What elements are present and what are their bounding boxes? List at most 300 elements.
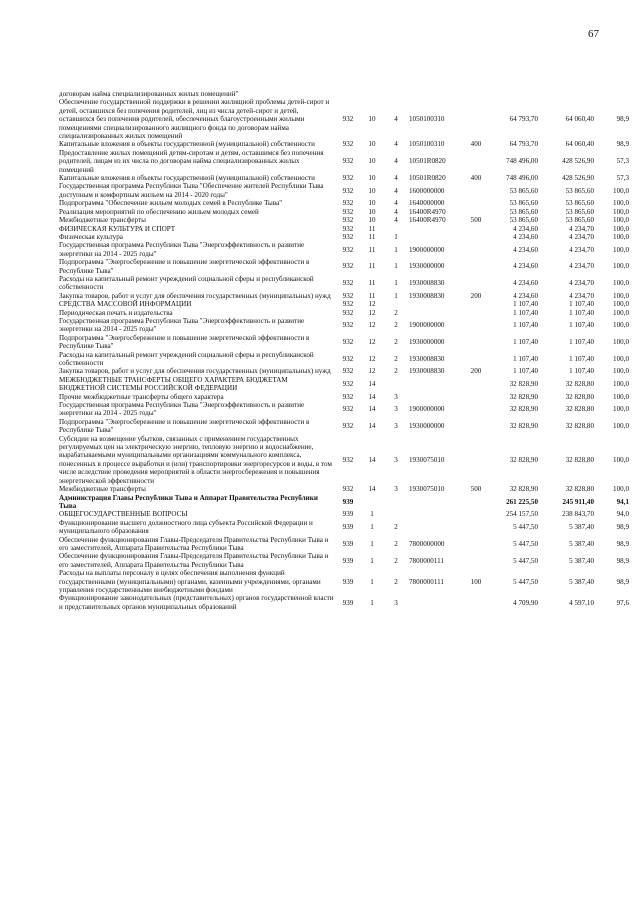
row-target-article-code [408,494,465,511]
row-ved-code: 932 [342,291,354,300]
row-section-code: 11 [368,279,376,288]
row-actual-amount: 53 865,60 [565,199,594,208]
row-subsection-code: 2 [394,354,398,363]
row-subsection-code: 2 [394,337,398,346]
row-name: Капитальные вложения в объекты государственной (муниципальной) собственности [59,140,315,149]
row-name: Расходы на капитальный ремонт учреждений социальной сферы и республиканской собственности [59,350,314,367]
row-subsection-code: 4 [394,207,398,216]
row-actual-amount: 245 911,40 [562,497,594,506]
row-name: Подпрограмма "Энергосбережение и повышение энергетической эффективности в Республике Тыва" [59,417,310,435]
row-name: ОБЩЕГОСУДАРСТВЕННЫЕ ВОПРОСЫ [59,510,188,519]
row-planned-amount: 1 107,40 [513,367,538,376]
row-section-code: 14 [368,422,376,431]
row-execution-percent: 100,0 [613,262,629,271]
row-section-code: 1 [370,577,374,586]
row-target-article-code [408,510,465,518]
table-row [58,241,630,258]
row-ved-code [336,90,360,98]
row-ved-code: 932 [342,380,354,389]
row-ved-code: 932 [342,262,354,271]
row-actual-amount: 53 865,60 [565,186,594,195]
row-execution-percent: 98,9 [616,539,629,548]
row-execution-percent: 57,3 [616,157,629,166]
row-expense-type-code [465,435,487,485]
row-name: Подпрограмма "Энергосбережение и повышение энергетической эффективности в Республике Тыва" [59,333,310,351]
row-expense-type-code: 200 [470,291,482,300]
row-execution-percent: 98,9 [616,115,629,124]
row-execution-percent: 100,0 [613,405,629,414]
row-subsection-code: 4 [394,157,398,166]
row-execution-percent: 100,0 [613,392,629,401]
row-expense-type-code [465,149,487,174]
row-section-code: 11 [368,245,376,254]
row-execution-percent: 100,0 [613,300,629,309]
row-ved-code: 932 [342,279,354,288]
row-ved-code: 932 [342,245,354,254]
row-section-code: 12 [368,308,376,317]
row-execution-percent: 100,0 [613,308,629,317]
row-section-code [360,494,384,511]
row-name: Подпрограмма "Энергосбережение и повышение энергетической эффективности в Республике Тыва" [59,258,310,275]
row-name: ФИЗИЧЕСКАЯ КУЛЬТУРА И СПОРТ [59,224,176,233]
row-planned-amount: 4 234,60 [513,224,538,233]
row-actual-amount: 53 865,60 [565,216,594,225]
row-actual-amount: 5 387,40 [569,539,594,548]
row-execution-percent: 100,0 [613,422,629,431]
row-name: Закупка товаров, работ и услуг для обеспечения государственных (муниципальных) нужд [59,367,331,376]
row-subsection-code: 3 [394,455,398,464]
row-execution-percent [595,90,630,98]
row-ved-code: 932 [342,485,354,494]
row-planned-amount: 1 107,40 [513,308,538,317]
row-execution-percent: 98,9 [616,556,629,565]
row-actual-amount: 1 107,40 [569,300,594,309]
row-expense-type-code [465,241,487,258]
row-target-article-code: 1930000000 [409,422,445,431]
row-section-code: 14 [368,380,376,389]
table-row [58,367,630,375]
row-actual-amount: 4 597,10 [569,598,594,607]
row-expense-type-code [465,275,487,292]
row-expense-type-code [465,300,487,308]
row-section-code: 11 [368,224,376,233]
row-name: Закупка товаров, работ и услуг для обеспечения государственных (муниципальных) нужд [59,291,331,300]
row-planned-amount: 32 828,90 [509,422,538,431]
row-target-article-code: 1930075010 [409,455,445,464]
row-actual-amount: 64 060,40 [565,115,594,124]
row-execution-percent: 100,0 [613,216,629,225]
row-ved-code: 932 [342,300,354,309]
table-row [58,317,630,334]
row-planned-amount [487,90,539,98]
row-planned-amount: 1 107,40 [513,300,538,309]
row-section-code: 12 [368,300,376,309]
row-execution-percent: 100,0 [613,199,629,208]
row-expense-type-code [465,182,487,199]
table-row [58,140,630,148]
row-execution-percent: 100,0 [613,321,629,330]
row-ved-code: 932 [342,224,354,233]
table-row [58,225,630,233]
table-row [58,510,630,518]
row-actual-amount: 4 234,70 [569,232,594,241]
row-execution-percent: 94,0 [616,510,629,519]
row-expense-type-code [465,401,487,418]
row-target-article-code: 1930075010 [409,485,445,494]
row-ved-code: 932 [342,115,354,124]
row-target-article-code: 1900000000 [409,321,445,330]
row-actual-amount: 4 234,70 [569,262,594,271]
row-name: Функционирование законодательных (представительных) органов государственной власти и представительных органов муниципальных образований [59,594,334,611]
table-row [58,174,630,182]
row-subsection-code: 1 [394,262,398,271]
row-name: Физическая культура [59,232,123,241]
row-subsection-code: 2 [394,367,398,376]
table-row [58,233,630,241]
row-subsection-code: 1 [394,245,398,254]
row-name: Расходы на выплаты персоналу в целях обеспечения выполнения функций государственными (муниципальными) органами, казенными учреждениями, органами управления государственными внебюджетными фондами [59,569,321,594]
row-section-code: 11 [368,291,376,300]
row-section-code: 11 [368,232,376,241]
row-planned-amount: 748 496,00 [506,174,538,183]
row-actual-amount: 4 234,70 [569,224,594,233]
row-name: Функционирование высшего должностного лица субъекта Российской Федерации и муниципального образования [59,518,313,536]
row-ved-code: 932 [342,199,354,208]
row-subsection-code: 4 [394,199,398,208]
row-ved-code: 932 [342,140,354,149]
row-ved-code: 932 [342,405,354,414]
row-planned-amount: 4 234,60 [513,232,538,241]
row-section-code: 12 [368,321,376,330]
row-section-code: 10 [368,216,376,225]
page-number: 67 [588,28,599,40]
row-name: договорам найма специализированных жилых помещений" [59,90,239,98]
row-subsection-code: 4 [394,140,398,149]
table-row [58,519,630,536]
row-target-article-code [408,225,465,233]
row-ved-code: 932 [342,216,354,225]
row-expense-type-code [465,376,487,393]
row-actual-amount: 1 107,40 [569,354,594,363]
row-planned-amount: 53 865,60 [509,207,538,216]
row-actual-amount: 428 526,90 [562,157,594,166]
row-subsection-code [384,510,408,518]
table-row [58,275,630,292]
row-subsection-code [384,300,408,308]
table-row [58,536,630,553]
row-actual-amount: 32 828,80 [565,405,594,414]
row-expense-type-code: 100 [470,577,482,586]
row-planned-amount: 4 234,60 [513,262,538,271]
row-target-article-code: 1600000000 [409,186,445,195]
row-planned-amount: 1 107,40 [513,354,538,363]
row-target-article-code: 1900000000 [409,405,445,414]
row-ved-code: 932 [342,232,354,241]
row-section-code: 10 [368,174,376,183]
row-section-code: 1 [370,556,374,565]
row-actual-amount: 32 828,80 [565,485,594,494]
row-subsection-code: 4 [394,216,398,225]
table-row [58,309,630,317]
row-section-code: 1 [370,510,374,519]
row-expense-type-code: 400 [470,140,482,149]
row-subsection-code: 3 [394,485,398,494]
row-planned-amount: 254 157,50 [506,510,538,519]
row-section-code: 12 [368,354,376,363]
row-section-code: 12 [368,367,376,376]
row-section-code: 14 [368,392,376,401]
table-row [58,149,630,174]
table-row [58,90,630,98]
row-expense-type-code: 200 [470,367,482,376]
row-expense-type-code [465,208,487,216]
row-ved-code: 932 [342,392,354,401]
row-section-code: 11 [368,262,376,271]
row-ved-code: 932 [342,157,354,166]
row-ved-code: 939 [342,522,354,531]
row-actual-amount: 4 234,70 [569,279,594,288]
row-subsection-code [384,494,408,511]
table-row [58,376,630,393]
row-ved-code: 932 [342,367,354,376]
row-planned-amount: 1 107,40 [513,337,538,346]
row-execution-percent: 97,6 [616,598,629,607]
row-subsection-code: 3 [394,405,398,414]
row-planned-amount: 5 447,50 [513,522,538,531]
row-execution-percent: 100,0 [613,367,629,376]
row-target-article-code [408,393,465,401]
row-name: Субсидии на возмещение убытков, связанных с применением государственных регулируемых цен на электрическую энергию, тепловую энергию и водоснабжение, вырабатываемыми муниципальными организациями коммунального комплекса, понесенных в процессе выработки и (или) транспортировки энергоресурсов и воды, в том числе вследствие проведения мероприятий в области энергосбережения и повышения энергетической эффективности [59,434,332,485]
row-section-code: 10 [368,115,376,124]
table-row [58,98,630,140]
row-execution-percent: 98,9 [616,577,629,586]
table-row [58,393,630,401]
row-planned-amount: 32 828,90 [509,392,538,401]
row-target-article-code: 1930000000 [409,337,445,346]
row-subsection-code [384,225,408,233]
row-planned-amount: 64 793,70 [509,140,538,149]
row-actual-amount: 1 107,40 [569,308,594,317]
row-expense-type-code [465,225,487,233]
table-row [58,569,630,594]
row-name: Обеспечение государственной поддержки в решении жилищной проблемы детей-сирот и детей, оставшихся без попечения родителей, лиц из числа детей-сирот и детей, оставшихся без попечения родителей, обеспеченных благоустроенными жилыми помещениями специализированного жилищного фонда по договорам найма специализированных жилых помещений [59,98,330,141]
row-section-code: 1 [370,598,374,607]
row-section-code: 10 [368,186,376,195]
row-name: Реализация мероприятий по обеспечению жильем молодых семей [59,207,259,216]
row-execution-percent: 100,0 [613,380,629,389]
row-section-code: 14 [368,455,376,464]
row-target-article-code: 1050100310 [409,140,445,149]
table-row [58,258,630,275]
row-execution-percent: 100,0 [613,337,629,346]
table-row [58,199,630,207]
row-target-article-code: 1930008830 [409,367,445,376]
row-execution-percent: 98,9 [616,522,629,531]
row-planned-amount: 32 828,90 [509,485,538,494]
row-target-article-code [408,376,465,393]
row-subsection-code: 2 [394,556,398,565]
row-expense-type-code [465,494,487,511]
row-subsection-code: 1 [394,279,398,288]
row-actual-amount: 1 107,40 [569,367,594,376]
row-execution-percent: 100,0 [613,186,629,195]
row-actual-amount: 4 234,70 [569,291,594,300]
row-target-article-code [408,519,465,536]
row-target-article-code: 1930008830 [409,279,445,288]
row-target-article-code [408,594,465,611]
row-ved-code: 932 [342,455,354,464]
row-actual-amount: 428 526,90 [562,174,594,183]
row-target-article-code [408,233,465,241]
row-expense-type-code: 500 [470,485,482,494]
row-planned-amount: 4 234,60 [513,291,538,300]
row-actual-amount: 32 828,80 [565,455,594,464]
row-target-article-code: 7800000000 [409,539,445,548]
row-expense-type-code [465,519,487,536]
row-expense-type-code [465,334,487,351]
row-planned-amount: 32 828,90 [509,455,538,464]
row-planned-amount: 32 828,90 [509,405,538,414]
table-row [58,182,630,199]
row-execution-percent: 94,1 [616,497,629,506]
row-subsection-code: 2 [394,577,398,586]
row-expense-type-code: 400 [470,174,482,183]
row-ved-code: 932 [342,422,354,431]
table-row [58,300,630,308]
row-actual-amount: 53 865,60 [565,207,594,216]
row-section-code: 12 [368,337,376,346]
row-target-article-code [408,300,465,308]
table-row [58,208,630,216]
row-section-code: 1 [370,539,374,548]
row-subsection-code: 3 [394,422,398,431]
row-subsection-code: 3 [394,598,398,607]
row-actual-amount: 4 234,70 [569,245,594,254]
row-planned-amount: 53 865,60 [509,216,538,225]
row-actual-amount: 5 387,40 [569,577,594,586]
row-execution-percent: 57,3 [616,174,629,183]
row-subsection-code: 1 [394,291,398,300]
row-subsection-code: 1 [394,232,398,241]
row-name: Межбюджетные трансферты [59,216,146,225]
row-ved-code: 939 [342,510,354,519]
row-planned-amount: 4 234,60 [513,245,538,254]
table-row [58,351,630,368]
row-section-code: 14 [368,405,376,414]
row-expense-type-code [465,98,487,140]
row-execution-percent: 98,9 [616,140,629,149]
row-name: Подпрограмма "Обеспечение жильем молодых семей в Республике Тыва" [59,199,283,208]
row-name: СРЕДСТВА МАССОВОЙ ИНФОРМАЦИИ [59,300,192,309]
row-name: МЕЖБЮДЖЕТНЫЕ ТРАНСФЕРТЫ ОБЩЕГО ХАРАКТЕРА БЮДЖЕТАМ БЮДЖЕТНОЙ СИСТЕМЫ РОССИЙСКОЙ ФЕДЕРАЦИИ [59,375,288,393]
row-name: Расходы на капитальный ремонт учреждений социальной сферы и республиканской собственности [59,274,314,292]
table-row [58,334,630,351]
row-target-article-code: 1050100310 [409,115,445,124]
row-section-code: 14 [368,485,376,494]
row-name: Обеспечение функционирования Главы-Председателя Правительства Республики Тыва и его заместителей, Аппарата Правительства Республики Тыва [59,535,329,552]
row-target-article-code: 1930008830 [409,354,445,363]
row-expense-type-code [465,510,487,518]
row-ved-code: 939 [342,598,354,607]
table-row [58,494,630,511]
row-actual-amount: 5 387,40 [569,522,594,531]
row-execution-percent: 100,0 [613,455,629,464]
row-section-code: 10 [368,140,376,149]
row-ved-code: 932 [342,321,354,330]
row-planned-amount: 53 865,60 [509,199,538,208]
row-planned-amount: 53 865,60 [509,186,538,195]
row-ved-code: 932 [342,308,354,317]
row-section-code: 1 [370,522,374,531]
row-section-code: 10 [368,199,376,208]
row-expense-type-code [465,199,487,207]
row-name: Администрация Главы Республики Тыва и Аппарат Правительства Республики Тыва [59,493,318,510]
row-actual-amount: 32 828,80 [565,422,594,431]
row-planned-amount: 32 828,90 [509,380,538,389]
row-ved-code: 939 [342,539,354,548]
row-target-article-code: 1930008830 [409,291,445,300]
table-row [58,552,630,569]
row-target-article-code: 16400R4970 [409,216,446,225]
row-name: Государственная программа Республики Тыва "Обеспечение жителей Республики Тыва доступным и комфортным жильем на 2014 - 2020 годы" [59,182,324,199]
row-planned-amount: 5 447,50 [513,577,538,586]
row-expense-type-code [465,552,487,569]
row-execution-percent: 100,0 [613,245,629,254]
row-target-article-code: 1640000000 [409,199,445,208]
row-planned-amount: 64 793,70 [509,115,538,124]
row-subsection-code: 4 [394,174,398,183]
row-name: Периодическая печать и издательства [59,308,173,317]
row-ved-code: 939 [342,577,354,586]
row-expense-type-code [465,594,487,611]
row-target-article-code: 1930000000 [409,262,445,271]
row-subsection-code: 2 [394,539,398,548]
row-actual-amount: 32 828,80 [565,380,594,389]
row-expense-type-code [465,90,487,98]
row-planned-amount: 261 225,50 [506,497,538,506]
table-row [58,418,630,435]
row-ved-code: 932 [342,186,354,195]
table-row [58,216,630,224]
row-target-article-code: 10501R0820 [409,157,446,166]
table-row [58,292,630,300]
row-actual-amount: 1 107,40 [569,337,594,346]
row-target-article-code: 16400R4970 [409,207,446,216]
budget-table [58,90,630,611]
row-section-code [360,90,384,98]
row-subsection-code [384,90,408,98]
table-row [58,401,630,418]
budget-table-body [58,90,630,611]
row-target-article-code: 1900000000 [409,245,445,254]
row-planned-amount: 4 234,60 [513,279,538,288]
row-ved-code: 939 [342,497,354,506]
row-subsection-code: 4 [394,186,398,195]
row-subsection-code: 2 [394,321,398,330]
row-expense-type-code [465,536,487,553]
row-target-article-code: 10501R0820 [409,174,446,183]
row-execution-percent: 100,0 [613,291,629,300]
row-section-code: 10 [368,207,376,216]
row-name: Государственная программа Республики Тыва "Энергоэффективность и развитие энергетики на 2014 - 2025 годы" [59,401,305,418]
table-row [58,594,630,611]
row-expense-type-code [465,258,487,275]
row-subsection-code: 3 [394,392,398,401]
row-ved-code: 932 [342,207,354,216]
row-name: Капитальные вложения в объекты государственной (муниципальной) собственности [59,174,315,183]
row-target-article-code: 7800000111 [409,577,444,586]
row-target-article-code [408,309,465,317]
